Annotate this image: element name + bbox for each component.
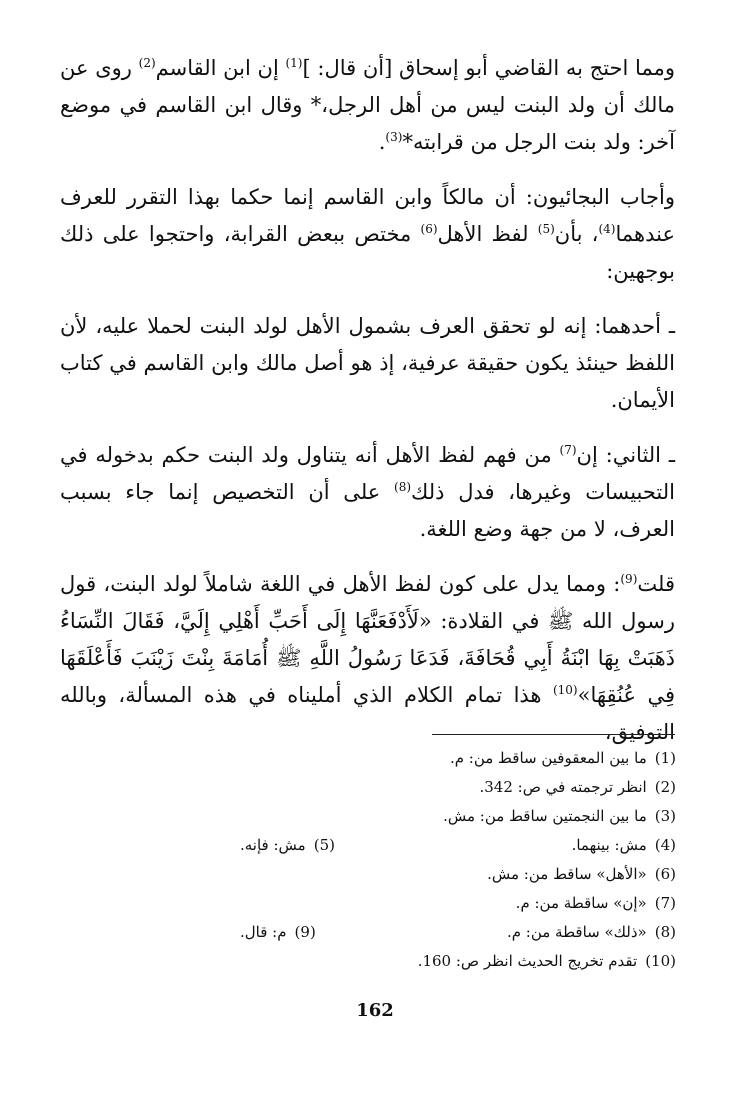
footnote-divider (432, 734, 675, 735)
footnote-text: «ذلك» ساقطة من: م. (506, 923, 647, 941)
footnote (240, 918, 316, 947)
footnote (572, 831, 676, 860)
paragraph-text: ـ أحدهما: إنه لو تحقق العرف بشمول الأهل لولد البنت لحملا عليه، لأن اللفظ حينئذ يكون حقيقة عرفية، إذ هو أصل مالك وابن القاسم في كتاب الأيمان. (60, 314, 675, 412)
footnote-ref: (7) (559, 443, 577, 457)
footnote-row (240, 889, 676, 918)
paragraph-text: من فهم لفظ الأهل أنه يتناول ولد البنت حكم بدخوله في التحبيسات وغيرها، فدل ذلك (60, 443, 676, 504)
footnote (516, 889, 676, 918)
footnote-text: «إن» ساقطة من: م. (515, 894, 647, 912)
paragraph (60, 179, 675, 290)
footnote-ref: (6) (420, 222, 438, 236)
paragraph-text: ومما احتج به القاضي أبو إسحاق [أن قال: ] (302, 56, 675, 80)
footnote-row (240, 773, 676, 802)
footnote-ref: (8) (394, 480, 412, 494)
paragraph-text: إن ابن القاسم (155, 56, 286, 80)
footnote-number: (1) (654, 749, 676, 767)
footnote (443, 802, 676, 831)
paragraph (60, 50, 675, 161)
footnote-number: (6) (654, 865, 676, 883)
paragraph-text: : ومما يدل على كون لفظ الأهل في اللغة شاملاً لولد البنت، قول رسول الله ﷺ في القلادة: «لَأَدْفَعَنَّهَا إِلَى أَحَبِّ أَهْلِي إِلَيَّ، فَقَالَ النِّسَاءُ ذَهَبَتْ بِهَا ابْنَةُ أَبِي قُحَافَةَ، فَدَعَا رَسُولُ اللَّهِ ﷺ أُمَامَةَ بِنْتَ زَيْنَبَ فَأَعْلَقَهَا فِي عُنُقِهَا» (60, 572, 675, 707)
footnote (450, 744, 676, 773)
footnote-number: (5) (313, 836, 335, 854)
footnote-row (240, 947, 676, 976)
footnotes (240, 744, 676, 984)
footnote (507, 918, 676, 947)
footnote-ref: (3) (385, 130, 403, 144)
footnote (487, 860, 676, 889)
paragraph-text: روى عن مالك أن ولد البنت ليس من أهل الرجل،* وقال ابن القاسم في موضع آخر: ولد بنت الرجل من قرابته* (60, 56, 675, 154)
paragraph (60, 437, 675, 548)
footnote-number: (3) (654, 807, 676, 825)
footnote-ref: (10) (552, 683, 578, 697)
paragraph-text: لفظ الأهل (437, 222, 538, 246)
paragraph-text: مختص ببعض القرابة، واحتجوا على ذلك بوجهين: (60, 222, 675, 283)
footnote-ref: (4) (598, 222, 616, 236)
footnote-text: ما بين النجمتين ساقط من: مش. (443, 807, 647, 825)
footnote (240, 831, 335, 860)
footnote-row (240, 918, 676, 947)
footnote-ref: (1) (285, 56, 303, 70)
paragraph-text: وأجاب البجائيون: أن مالكاً وابن القاسم إنما حكما بهذا التقرر للعرف عندهما (60, 185, 675, 246)
footnote-row (240, 802, 676, 831)
footnote-row (240, 744, 676, 773)
footnote-ref: (5) (537, 222, 555, 236)
main-text (60, 50, 675, 751)
footnote-number: (2) (654, 778, 676, 796)
footnote-row (240, 831, 676, 860)
footnote-number: (7) (654, 894, 676, 912)
paragraph-text: هذا تمام الكلام الذي أمليناه في هذه المسألة، وبالله التوفيق، (60, 683, 675, 744)
paragraph-text: ـ الثاني: إن (576, 443, 675, 467)
paragraph-text: . (378, 130, 386, 154)
footnote-text: ما بين المعقوفين ساقط من: م. (449, 749, 647, 767)
footnote-text: «الأهل» ساقط من: مش. (487, 865, 647, 883)
paragraph-text: قلت (637, 572, 675, 596)
footnote-text: تقدم تخريج الحديث انظر ص: 160. (417, 952, 638, 970)
footnote-number: (9) (294, 923, 316, 941)
footnote-row (240, 860, 676, 889)
page-number: 162 (356, 1000, 394, 1021)
footnote (418, 947, 676, 976)
footnote-text: م: قال. (240, 923, 287, 941)
footnote-text: مش: فإنه. (240, 836, 306, 854)
footnote-number: (10) (645, 952, 676, 970)
footnote (479, 773, 676, 802)
footnote-ref: (9) (620, 572, 638, 586)
footnote-text: انظر ترجمته في ص: 342. (479, 778, 647, 796)
footnote-number: (8) (654, 923, 676, 941)
paragraph-text: على أن التخصيص إنما جاء بسبب العرف، لا من جهة وضع اللغة. (60, 480, 675, 541)
footnote-ref: (2) (138, 56, 156, 70)
paragraph-text: ، بأن (554, 222, 599, 246)
paragraph (60, 308, 675, 419)
footnote-text: مش: بينهما. (571, 836, 647, 854)
paragraph (60, 566, 675, 751)
footnote-number: (4) (654, 836, 676, 854)
